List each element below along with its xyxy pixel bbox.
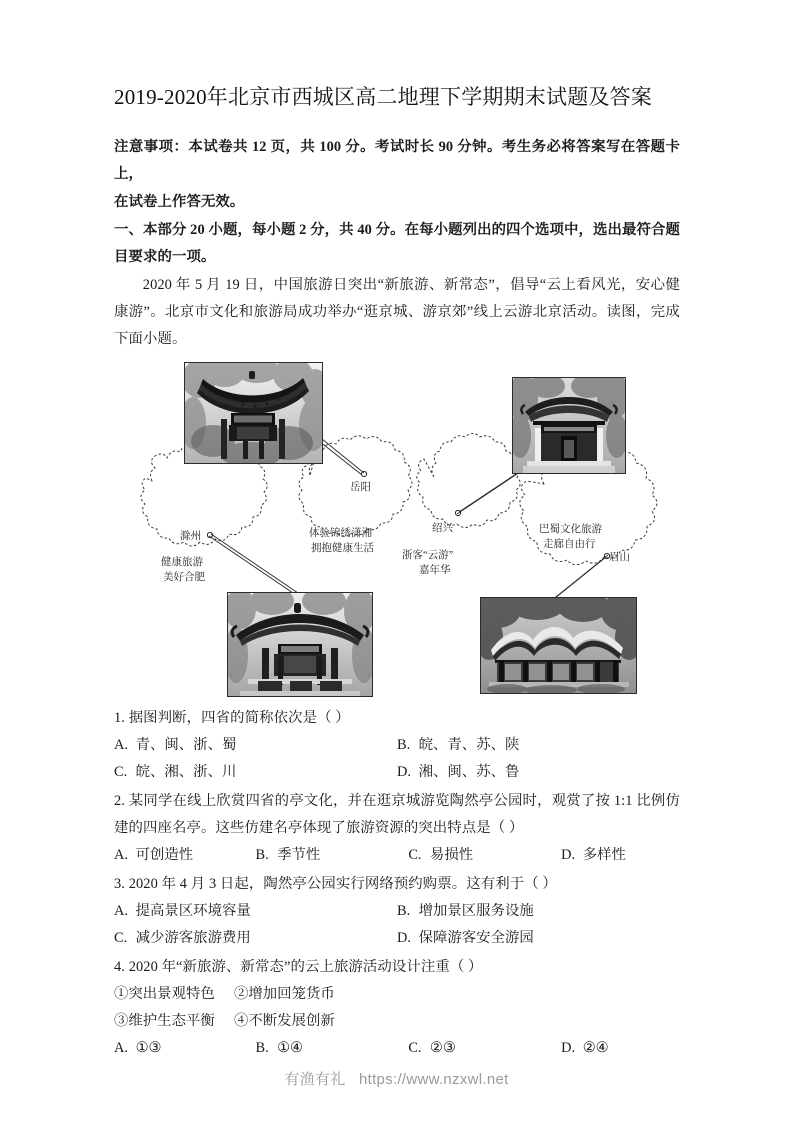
option-4-B[interactable]: [256, 1035, 409, 1062]
option-1-D[interactable]: [397, 759, 680, 786]
question-1-options-row-2: [114, 759, 680, 786]
option-3-C-label: C.: [114, 930, 128, 946]
question-3-options-row-1: [114, 898, 680, 925]
question-2: [114, 788, 680, 869]
question-3-stem: 3. 2020 年 4 月 3 日起，陶然亭公园实行网络预约购票。这有利于（ ）: [114, 876, 557, 892]
footer-watermark: [0, 1068, 793, 1089]
statement-3: ③维护生态平衡: [114, 1013, 215, 1029]
option-1-B-text: 皖、青、苏、陕: [418, 737, 520, 753]
option-1-A[interactable]: [114, 732, 397, 759]
exam-notice-line1: 注意事项：本试卷共 12 页，共 100 分。考试时长 90 分钟。考生务必将答案写在答题卡上，: [114, 139, 680, 182]
option-4-C-label: C.: [408, 1040, 422, 1056]
option-1-B[interactable]: [397, 732, 680, 759]
option-4-A[interactable]: [114, 1035, 256, 1062]
option-1-A-text: 青、闽、浙、蜀: [135, 737, 237, 753]
photo-top-right: [512, 377, 626, 474]
option-1-A-label: A.: [114, 737, 128, 753]
option-2-A[interactable]: [114, 842, 256, 869]
slogan-zhejiang-1: 浙客“云游”: [402, 550, 454, 561]
option-2-D[interactable]: [561, 842, 680, 869]
question-4-options: [114, 1035, 680, 1062]
option-2-A-label: A.: [114, 847, 128, 863]
question-1: [114, 705, 680, 786]
option-1-C[interactable]: [114, 759, 397, 786]
option-4-A-text: ①③: [135, 1040, 162, 1056]
photo-top-left: [184, 362, 323, 464]
section-heading: 一、本部分 20 小题，每小题 2 分，共 40 分。在每小题列出的四个选项中，选出最符合题目要求的一项。: [114, 222, 680, 265]
option-3-B-text: 增加景区服务设施: [418, 903, 534, 919]
option-4-D[interactable]: [561, 1035, 680, 1062]
option-3-B[interactable]: [397, 898, 680, 925]
slogan-hunan-1: 体验锦绣潇湘: [309, 528, 372, 539]
footer-brand: 有渔有礼: [284, 1071, 346, 1088]
slogan-sichuan-1: 巴蜀文化旅游: [539, 524, 602, 535]
option-2-C-text: 易损性: [429, 847, 474, 863]
option-1-D-text: 湘、闽、苏、鲁: [418, 764, 520, 780]
option-2-D-label: D.: [561, 847, 576, 863]
city-label-hunan: 岳阳: [350, 482, 371, 493]
question-1-stem: 1. 据图判断，四省的简称依次是（ ）: [114, 710, 350, 726]
option-2-C[interactable]: [408, 842, 561, 869]
option-3-C[interactable]: [114, 925, 397, 952]
question-3-options-row-2: [114, 925, 680, 952]
option-2-B[interactable]: [256, 842, 409, 869]
option-4-C[interactable]: [408, 1035, 561, 1062]
city-label-anhui: 滁州: [180, 531, 201, 542]
question-2-stem: 2. 某同学在线上欣赏四省的亭文化，并在逛京城游览陶然亭公园时，观赏了按 1:1 比例仿建的四座名亭。这些仿建名亭体现了旅游资源的突出特点是（ ）: [114, 793, 680, 836]
option-2-B-text: 季节性: [277, 847, 321, 863]
option-3-A-text: 提高景区环境容量: [135, 903, 251, 919]
option-4-B-text: ①④: [277, 1040, 303, 1056]
city-label-sichuan: 眉山: [609, 552, 630, 563]
option-1-B-label: B.: [397, 737, 411, 753]
question-4: [114, 954, 680, 1062]
intro-paragraph: 2020 年 5 月 19 日，中国旅游日突出“新旅游、新常态”，倡导“云上看风光，安心健康游”。北京市文化和旅游局成功举办“逛京城、游京郊”线上云游北京活动。读图，完成下面小题。: [114, 277, 680, 347]
document-body: [114, 82, 680, 1062]
option-1-C-label: C.: [114, 764, 128, 780]
option-3-D[interactable]: [397, 925, 680, 952]
option-2-B-label: B.: [255, 847, 269, 863]
statement-2: ②增加回笼货币: [234, 986, 335, 1002]
slogan-zhejiang-2: 嘉年华: [419, 565, 451, 576]
option-4-D-label: D.: [561, 1040, 576, 1056]
option-3-C-text: 减少游客旅游费用: [135, 930, 251, 946]
photo-bottom-right: [480, 597, 637, 694]
option-2-C-label: C.: [408, 847, 422, 863]
question-2-options: [114, 842, 680, 869]
page-title: 2019-2020年北京市西城区高二地理下学期期末试题及答案: [114, 85, 652, 109]
photo-bottom-left: [227, 592, 373, 697]
city-label-zhejiang: 绍兴: [432, 523, 453, 534]
slogan-hunan-2: 拥抱健康生活: [311, 543, 374, 554]
province-slogans: [161, 522, 602, 583]
statement-1: ①突出景观特色: [114, 986, 215, 1002]
slogan-sichuan-2: 走廊自由行: [543, 539, 596, 550]
statement-4: ④不断发展创新: [234, 1013, 335, 1029]
slogan-anhui-1: 健康旅游: [161, 557, 203, 568]
option-3-D-text: 保障游客安全游园: [418, 930, 534, 946]
option-3-D-label: D.: [397, 930, 411, 946]
question-1-options-row-1: [114, 732, 680, 759]
question-4-statements-row-1: [114, 981, 680, 1008]
exam-notice-line2: 在试卷上作答无效。: [114, 194, 245, 210]
option-1-C-text: 皖、湘、浙、川: [135, 764, 237, 780]
slogan-anhui-2: 美好合肥: [163, 572, 205, 583]
option-2-D-text: 多样性: [582, 847, 626, 863]
four-province-tourism-figure: [114, 359, 680, 697]
option-4-B-label: B.: [255, 1040, 269, 1056]
question-4-statements-row-2: [114, 1008, 680, 1035]
option-4-C-text: ②③: [429, 1040, 456, 1056]
option-4-A-label: A.: [114, 1040, 128, 1056]
option-3-A-label: A.: [114, 903, 128, 919]
option-3-A[interactable]: [114, 898, 397, 925]
question-3: [114, 871, 680, 952]
option-2-A-text: 可创造性: [135, 847, 194, 863]
footer-url: https://www.nzxwl.net: [358, 1071, 509, 1088]
question-4-stem: 4. 2020 年“新旅游、新常态”的云上旅游活动设计注重（ ）: [114, 959, 483, 975]
option-3-B-label: B.: [397, 903, 411, 919]
option-4-D-text: ②④: [582, 1040, 609, 1056]
option-1-D-label: D.: [397, 764, 411, 780]
